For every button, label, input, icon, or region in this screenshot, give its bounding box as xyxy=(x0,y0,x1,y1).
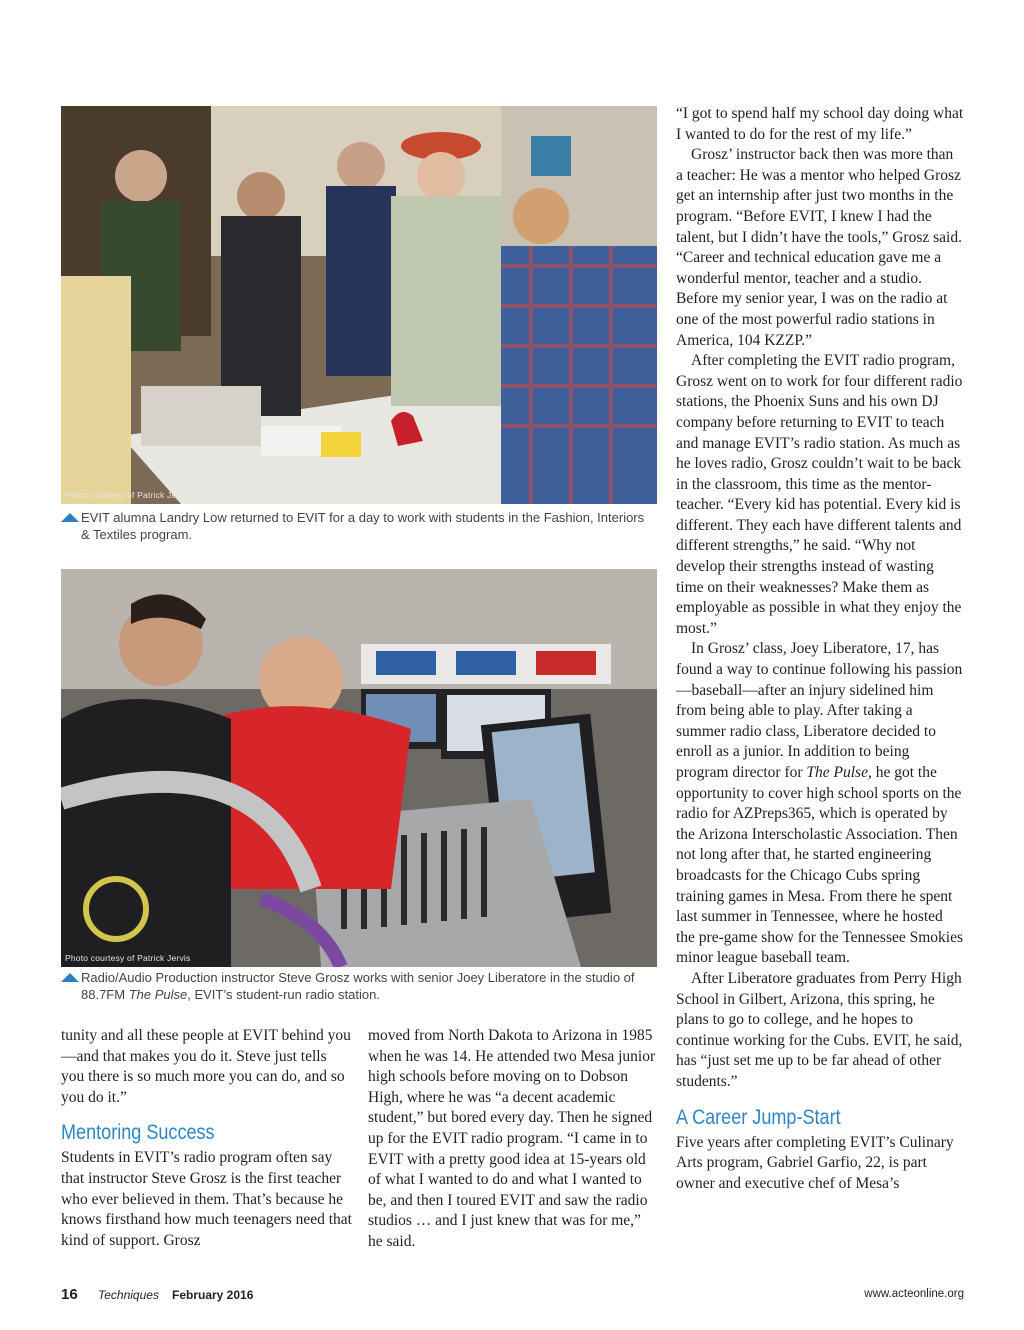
photo-fashion-caption xyxy=(61,509,651,543)
paragraph: moved from North Dakota to Arizona in 1985 when he was 14. He attended two Mesa junior high schools before moving on to Dobson High, where he was “a decent academic student,” but bored every day. Then he signed up for the EVIT radio program. “I came in to EVIT with a pretty good idea at 15-years old of what I wanted to do and what I wanted to be, and then I toured EVIT and saw the radio studios … and I just knew that was for me,” he said. xyxy=(368,1027,656,1250)
photo-fashion-class-image xyxy=(61,106,657,504)
photo-radio-studio-image xyxy=(61,569,657,967)
issue-date: February 2016 xyxy=(172,1288,254,1302)
caption-text: EVIT alumna Landry Low returned to EVIT for a day to work with students in the Fashion, Interiors & Textiles program. xyxy=(81,510,645,542)
photo-credit: Photo courtesy of Patrick Jervis xyxy=(65,953,191,963)
page-footer xyxy=(61,1286,964,1306)
paragraph: After completing the EVIT radio program, Grosz went on to work for four different radio stations, the Phoenix Suns and his own DJ company before returning to EVIT to teach and manage EVIT’s radio station. As much as he loves radio, Grosz couldn’t wait to be back in the classroom, this time as the mentor-teacher. “Every kid has potential. Every kid is different. They each have different talents and different strengths,” he said. “Why not develop their strengths instead of wasting time on their weaknesses? Make them as employable as possible in what they enjoy the most.” xyxy=(676,352,963,637)
paragraph: Grosz’ instructor back then was more than a teacher: He was a mentor who helped Grosz get an internship after just two months in the program. “Before EVIT, I knew I had the talent, but I didn’t have the tools,” Grosz said. “Career and technical education gave me a wonderful mentor, teacher and a studio. Before my senior year, I was on the radio at one of the most powerful radio stations in America, 104 KZZP.” xyxy=(676,146,962,349)
paragraph-part: , he got the opportunity to cover high school sports on the radio for AZPreps365, which is operated by the Arizona Interscholastic Association. Then not long after that, he started engineering broadcasts for the Chicago Cubs spring training games in Mesa. From there he spent last summer in Tennessee, where he hosted the pre-game show for the Tennessee Smokies minor league baseball team. xyxy=(676,764,964,967)
page-number: 16 xyxy=(61,1286,78,1303)
paragraph: tunity and all these people at EVIT behind you—and that makes you do it. Steve just tells you there is so much more you can do, and so you do it.” xyxy=(61,1027,351,1106)
paragraph: “I got to spend half my school day doing what I wanted to do for the rest of my life.” xyxy=(676,105,964,143)
paragraph: After Liberatore graduates from Perry High School in Gilbert, Arizona, this spring, he plans to go to college, and he hopes to continue working for the Cubs. EVIT, he said, has “just set me up to be far ahead of other students.” xyxy=(676,969,963,1090)
paragraph: Five years after completing EVIT’s Culinary Arts program, Gabriel Garfio, 22, is part owner and executive chef of Mesa’s xyxy=(676,1133,954,1192)
section-heading: Mentoring Success xyxy=(61,1121,215,1145)
caption-triangle-icon xyxy=(61,513,79,522)
photo-radio-studio xyxy=(61,569,657,967)
paragraph: Students in EVIT’s radio program often say that instructor Steve Grosz is the first teacher who ever believed in them. That’s because he knows firsthand how much teenagers need that kind of support. Grosz xyxy=(61,1149,352,1249)
article-column-2 xyxy=(368,1026,658,1253)
caption-triangle-icon xyxy=(61,973,79,982)
caption-text xyxy=(61,969,651,1003)
caption-text-italic: The Pulse xyxy=(128,987,188,1002)
photo-credit: Photo courtesy of Patrick Jervis xyxy=(65,490,191,500)
magazine-name: Techniques xyxy=(98,1288,159,1302)
caption-text-part: Radio/Audio Production instructor Steve Grosz works with senior Joey Liberatore in the studio of 88.7FM xyxy=(81,970,635,1002)
photo-radio-caption xyxy=(61,969,651,1003)
paragraph-part: In Grosz’ class, Joey Liberatore, 17, has found a way to continue following his passion—baseball—after an injury sidelined him from being able to play. After taking a summer radio class, Liberatore decided to enroll as a junior. In addition to being program director for xyxy=(676,640,963,781)
article-column-1 xyxy=(61,1026,353,1251)
paragraph xyxy=(676,639,964,969)
paragraph-italic: The Pulse xyxy=(806,764,868,781)
caption-text-part: , EVIT’s student-run radio station. xyxy=(187,987,380,1002)
website-url[interactable]: www.acteonline.org xyxy=(864,1288,964,1300)
photo-fashion-class xyxy=(61,106,657,504)
article-column-3 xyxy=(676,104,964,1194)
section-heading: A Career Jump-Start xyxy=(676,1105,841,1129)
